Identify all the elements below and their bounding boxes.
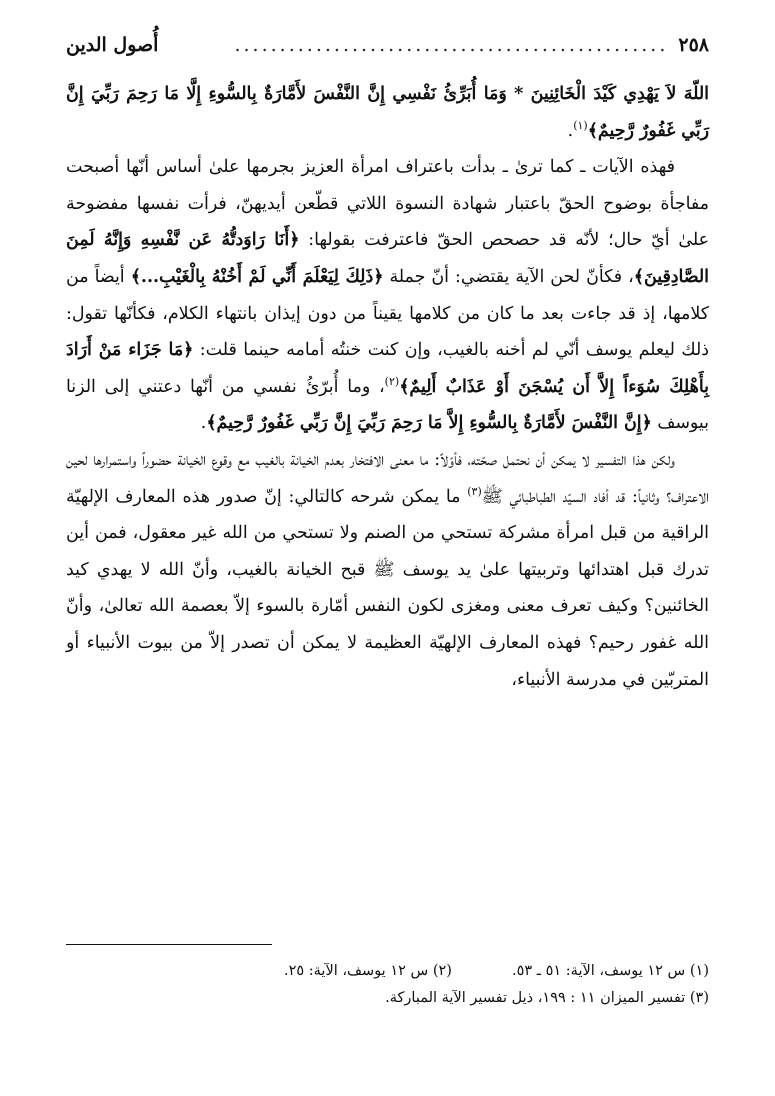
page (66, 34, 709, 698)
quran-verse: اللّهَ لاَ يَهْدِي كَيْدَ الْخَائِنِينَ * وَمَا أُبَرِّئُ نَفْسِي إِنَّ النَّفْسَ لأَمَّارَةٌ بِالسُّوءِ إِلَّا مَا رَحِمَ رَبِّيَ إِنَّ رَبِّي غَفُورٌ رَّحِيمٌ﴾ (66, 84, 709, 141)
header-leader-dots: ................................................ (234, 34, 669, 56)
footnote-divider (66, 944, 272, 945)
footnote-row (66, 958, 709, 985)
text-run: أيضاً من كلامها، إذ قد جاءت بعد ما كان من كلامها يقيناً من دون إيذان بانتهاء الكلام، فكأنّها تقول: ذلك ليعلم يوسف أنّي لم أخنه بالغيب، وإن كنت خنتُه أمامه حينما قلت: (66, 266, 709, 361)
body-text (66, 76, 709, 698)
footnote-3: (٣) تفسير الميزان ١١ : ١٩٩، ذيل تفسير الآية المباركة. (385, 990, 709, 1006)
running-header (66, 34, 709, 64)
book-title: أُصول الدين (66, 34, 159, 56)
footnotes (66, 958, 709, 1012)
quran-verse: ﴿ذَلِكَ لِيَعْلَمَ أَنِّي لَمْ أَخُنْهُ بِالْغَيْبِ...﴾ (130, 266, 384, 287)
paragraph-end: . (200, 413, 207, 434)
text-run: ولكن هذا التفسير لا يمكن أن نحتمل صحّته، فأوّلاً: ما معنى الافتخار بعدم الخيانة بالغيب مع وقوع الخيانة حضوراً واستمرارها لحين الاعتراف؟ وثانياً: قد أفاد السيّد الطباطبائي ﷺ (66, 449, 710, 507)
paragraph-2 (66, 149, 709, 442)
paragraph-1 (66, 76, 709, 149)
paragraph-3 (66, 442, 709, 698)
text-run: ما يمكن شرحه كالتالي: إنّ صدور هذه المعارف الإلهيّة الراقية من قبل امرأة مشركة تستحي من الصنم ولا تستحي من الله غير معقول، فمن أين تدرك قبل اهتدائها وتربيتها علىٰ يد يوسف ﷺ قبح الخيانة بالغيب، وأنّ الله لا يهدي كيد الخائنين؟ وكيف تعرف معنى ومغزى لكون النفس أمّارة بالسوء إلاّ بعصمة الله تعالىٰ، وأنّ الله غفور رحيم؟ فهذه المعارف الإلهيّة العظيمة لا يمكن أن تصدر إلاّ من بيوت الأنبياء أو المتربّين في مدرسة الأنبياء، (66, 486, 709, 690)
page-number: ٢٥٨ (678, 34, 709, 56)
quran-verse: ﴿إِنَّ النَّفْسَ لأَمَّارَةٌ بِالسُّوءِ إِلاَّ مَا رَحِمَ رَبِّيَ إِنَّ رَبِّي غَفُورٌ رَّحِيمٌ﴾ (206, 413, 652, 434)
footnote-1: (١) س ١٢ يوسف، الآية: ٥١ ـ ٥٣. (511, 963, 709, 979)
footnote-ref-1[interactable]: (١) (573, 118, 588, 132)
quran-verse: ﴿أَنَا رَاوَدتُّهُ عَن نَّفْسِهِ وَإِنَّهُ لَمِنَ الصَّادِقِينَ﴾ (66, 230, 710, 287)
footnote-2: (٢) س ١٢ يوسف، الآية: ٢٥. (283, 963, 452, 979)
text-run: فهذه الآيات ـ كما ترىٰ ـ بدأت باعتراف امرأة العزيز بجرمها علىٰ أساس أنّها أصبحت مفاجأة بوضوح الحقّ باعتبار شهادة النسوة اللاتي قطّعن أيديهنّ، فرأت نفسها مفضوحة علىٰ أيّ حال؛ لأنّه قد حصحص الحقّ فاعترفت بقولها: (66, 157, 710, 251)
footnote-ref-2[interactable]: (٢) (384, 374, 400, 388)
quran-verse: ﴿مَا جَزَاء مَنْ أَرَادَ بِأَهْلِكَ سُوَءاً إِلاَّ أَن يُسْجَنَ أَوْ عَذَابٌ أَلِيمٌ﴾ (66, 340, 709, 397)
paragraph-end: . (567, 120, 574, 141)
footnote-ref-3[interactable]: (٣) (467, 484, 482, 498)
text-run: ، وما أُبرّئُ نفسي من أنّها دعتني إلى الزنا بيوسف (66, 376, 709, 434)
text-run: ، فكأنّ لحن الآية يقتضي: أنّ جملة (389, 266, 634, 287)
